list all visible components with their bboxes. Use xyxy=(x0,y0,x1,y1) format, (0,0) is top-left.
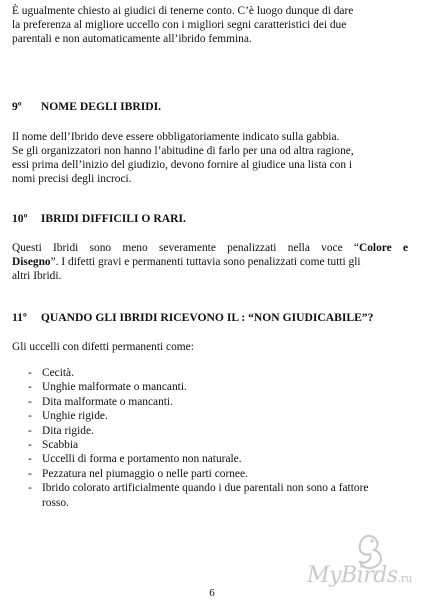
body-line: nomi precisi degli incroci. xyxy=(12,173,132,185)
body-line xyxy=(12,255,408,269)
intro-line: È ugualmente chiesto ai giudici di tenerne conto. C’è luogo dunque di dare xyxy=(12,5,354,17)
intro-line: parentali e non automaticamente all’ibrido femmina. xyxy=(12,33,252,45)
watermark xyxy=(307,563,412,588)
list-item: - Scabbia xyxy=(28,438,79,451)
list-item: - Cecità. xyxy=(28,367,74,379)
section-9-heading xyxy=(12,100,161,114)
text-run: Questi Ibridi sono meno severamente penalizzati nella voce “ xyxy=(12,242,359,254)
intro-paragraph xyxy=(12,4,408,46)
section-title: QUANDO GLI IBRIDI RICEVONO IL : “NON GIUDICABILE”? xyxy=(40,311,374,324)
intro-line: la preferenza al migliore uccello con i migliori segni caratteristici dei due xyxy=(12,19,347,31)
list-item-continuation: rosso. xyxy=(42,496,69,509)
bold-term: Colore e xyxy=(358,242,408,254)
defects-list xyxy=(28,366,368,510)
section-title: IBRIDI DIFFICILI O RARI. xyxy=(40,212,186,225)
section-10-body xyxy=(12,241,408,283)
page-number: 6 xyxy=(209,587,215,599)
watermark-brand: MyBirds xyxy=(307,563,398,588)
section-number: 11º xyxy=(12,311,27,324)
list-item: - Ibrido colorato artificialmente quando i due parentali non sono a fattore xyxy=(28,482,369,495)
list-item: - Dita rigide. xyxy=(28,424,94,437)
section-9-body xyxy=(12,130,408,186)
body-line: Se gli organizzatori non hanno l’abitudine di farlo per una od altra ragione, xyxy=(12,145,354,157)
body-line: Gli uccelli con difetti permanenti come: xyxy=(12,341,194,353)
list-item: - Unghie malformate o mancanti. xyxy=(28,381,187,394)
list-item: - Dita malformate o mancanti. xyxy=(28,395,173,408)
body-line: Il nome dell’Ibrido deve essere obbligatoriamente indicato sulla gabbia. xyxy=(12,131,340,143)
watermark-tld: .ru xyxy=(397,572,412,585)
body-line: essi prima dell’inizio del giudizio, devono fornire al giudice una lista con i xyxy=(12,159,353,171)
section-number: 10º xyxy=(12,212,28,225)
text-run: ”. I difetti gravi e permanenti tuttavia sono penalizzati come tutti gli xyxy=(50,256,361,268)
body-line xyxy=(12,241,408,255)
list-item: - Unghie rigide. xyxy=(28,410,108,423)
body-line: altri Ibridi. xyxy=(12,270,62,282)
section-title: NOME DEGLI IBRIDI. xyxy=(40,100,162,113)
section-11-intro xyxy=(12,340,408,354)
section-number: 9º xyxy=(12,100,22,113)
section-10-heading xyxy=(12,212,186,226)
section-11-heading xyxy=(12,311,373,325)
list-item: - Pezzatura nel piumaggio o nelle parti cornee. xyxy=(28,467,248,480)
list-item: - Uccelli di forma e portamento non naturale. xyxy=(28,453,242,466)
bold-term: Disegno xyxy=(12,256,51,268)
